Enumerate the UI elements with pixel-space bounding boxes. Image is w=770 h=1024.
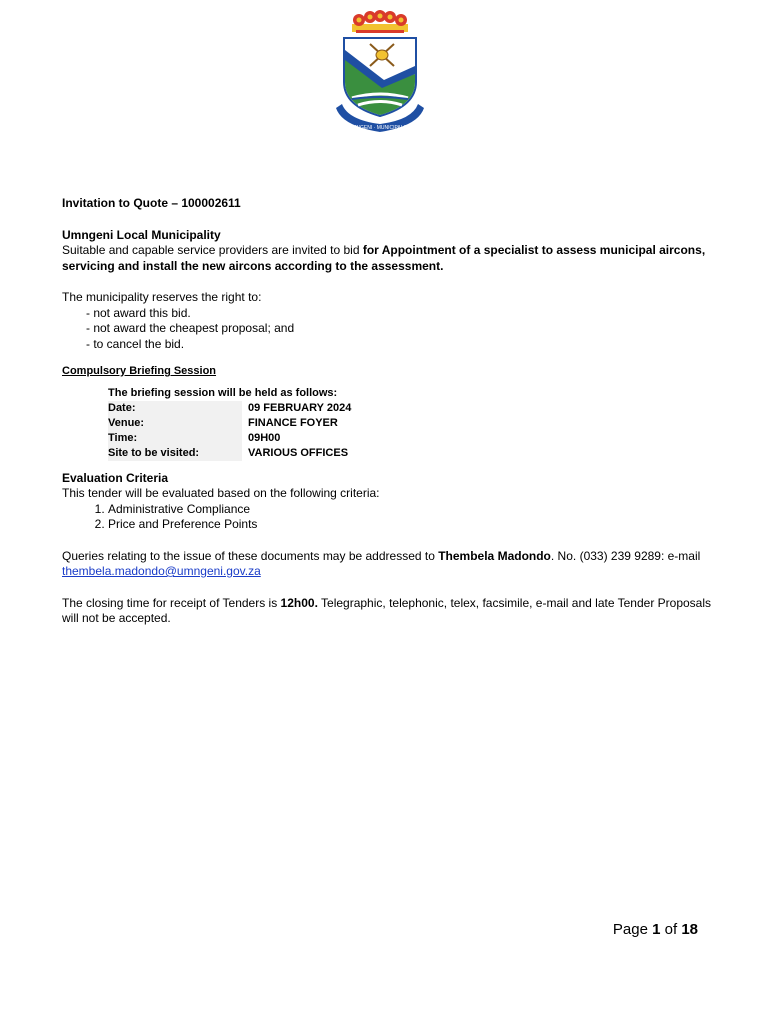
evaluation-intro: This tender will be evaluated based on the following criteria: — [62, 486, 380, 500]
reserves-item: - not award this bid. — [86, 305, 191, 320]
document-title: Invitation to Quote – 100002611 — [62, 196, 241, 210]
briefing-value: VARIOUS OFFICES — [248, 446, 349, 459]
page-of-label: of — [664, 921, 678, 938]
briefing-key: Time: — [108, 431, 242, 446]
briefing-row — [108, 446, 712, 461]
briefing-value: 09H00 — [248, 431, 281, 444]
criteria-item: 1. Administrative Compliance — [108, 502, 712, 518]
page-label: Page — [612, 921, 648, 938]
briefing-value: FINANCE FOYER — [248, 416, 338, 429]
page-current: 1 — [652, 921, 661, 938]
criteria-item: 2. Price and Preference Points — [108, 517, 712, 533]
crown-icon — [352, 10, 408, 33]
reserves-list — [62, 306, 712, 353]
page-number — [613, 921, 698, 938]
briefing-key: Venue: — [108, 416, 242, 431]
closing-pre-text: The closing time for receipt of Tenders is — [62, 595, 281, 610]
document-body — [62, 196, 712, 627]
organisation-name: Umngeni Local Municipality — [62, 227, 221, 242]
reserves-item: - to cancel the bid. — [86, 336, 185, 351]
evaluation-criteria-list — [62, 502, 712, 533]
queries-paragraph — [62, 549, 712, 580]
briefing-key: Site to be visited: — [108, 446, 242, 461]
shield-icon — [344, 38, 416, 116]
closing-time: 12h00. — [280, 595, 318, 610]
reserves-intro: The municipality reserves the right to: — [62, 290, 262, 304]
briefing-row — [108, 416, 712, 431]
queries-post-text: . No. (033) 239 9289: e-mail — [550, 548, 701, 563]
contact-name: Thembela Madondo — [438, 548, 551, 563]
briefing-intro: The briefing session will be held as follows: — [108, 386, 338, 399]
queries-pre-text: Queries relating to the issue of these documents may be addressed to — [62, 548, 439, 563]
contact-email-link[interactable]: thembela.madondo@umngeni.gov.za — [62, 564, 261, 578]
reserves-item: - not award the cheapest proposal; and — [86, 321, 295, 335]
intro-bold-text: for Appointment of a specialist to assess municipal aircons, servicing and install the new aircons according to the assessment. — [62, 243, 706, 273]
evaluation-title: Evaluation Criteria — [62, 470, 169, 485]
briefing-value: 09 FEBRUARY 2024 — [248, 401, 352, 414]
municipality-crest-logo — [332, 8, 428, 136]
briefing-details — [108, 386, 712, 461]
briefing-key: Date: — [108, 401, 242, 416]
closing-post-text: Telegraphic, telephonic, telex, facsimile, e-mail and late Tender Proposals will not be accepted. — [62, 595, 712, 625]
intro-plain-text: Suitable and capable service providers are invited to bid — [62, 243, 363, 257]
briefing-row — [108, 401, 712, 416]
page-total: 18 — [681, 921, 698, 938]
svg-text:UMNGENI · MUNICIPALITY: UMNGENI · MUNICIPALITY — [348, 125, 412, 131]
briefing-section-title: Compulsory Briefing Session — [62, 365, 217, 377]
closing-paragraph — [62, 596, 712, 627]
briefing-row — [108, 431, 712, 446]
intro-paragraph — [62, 243, 712, 274]
